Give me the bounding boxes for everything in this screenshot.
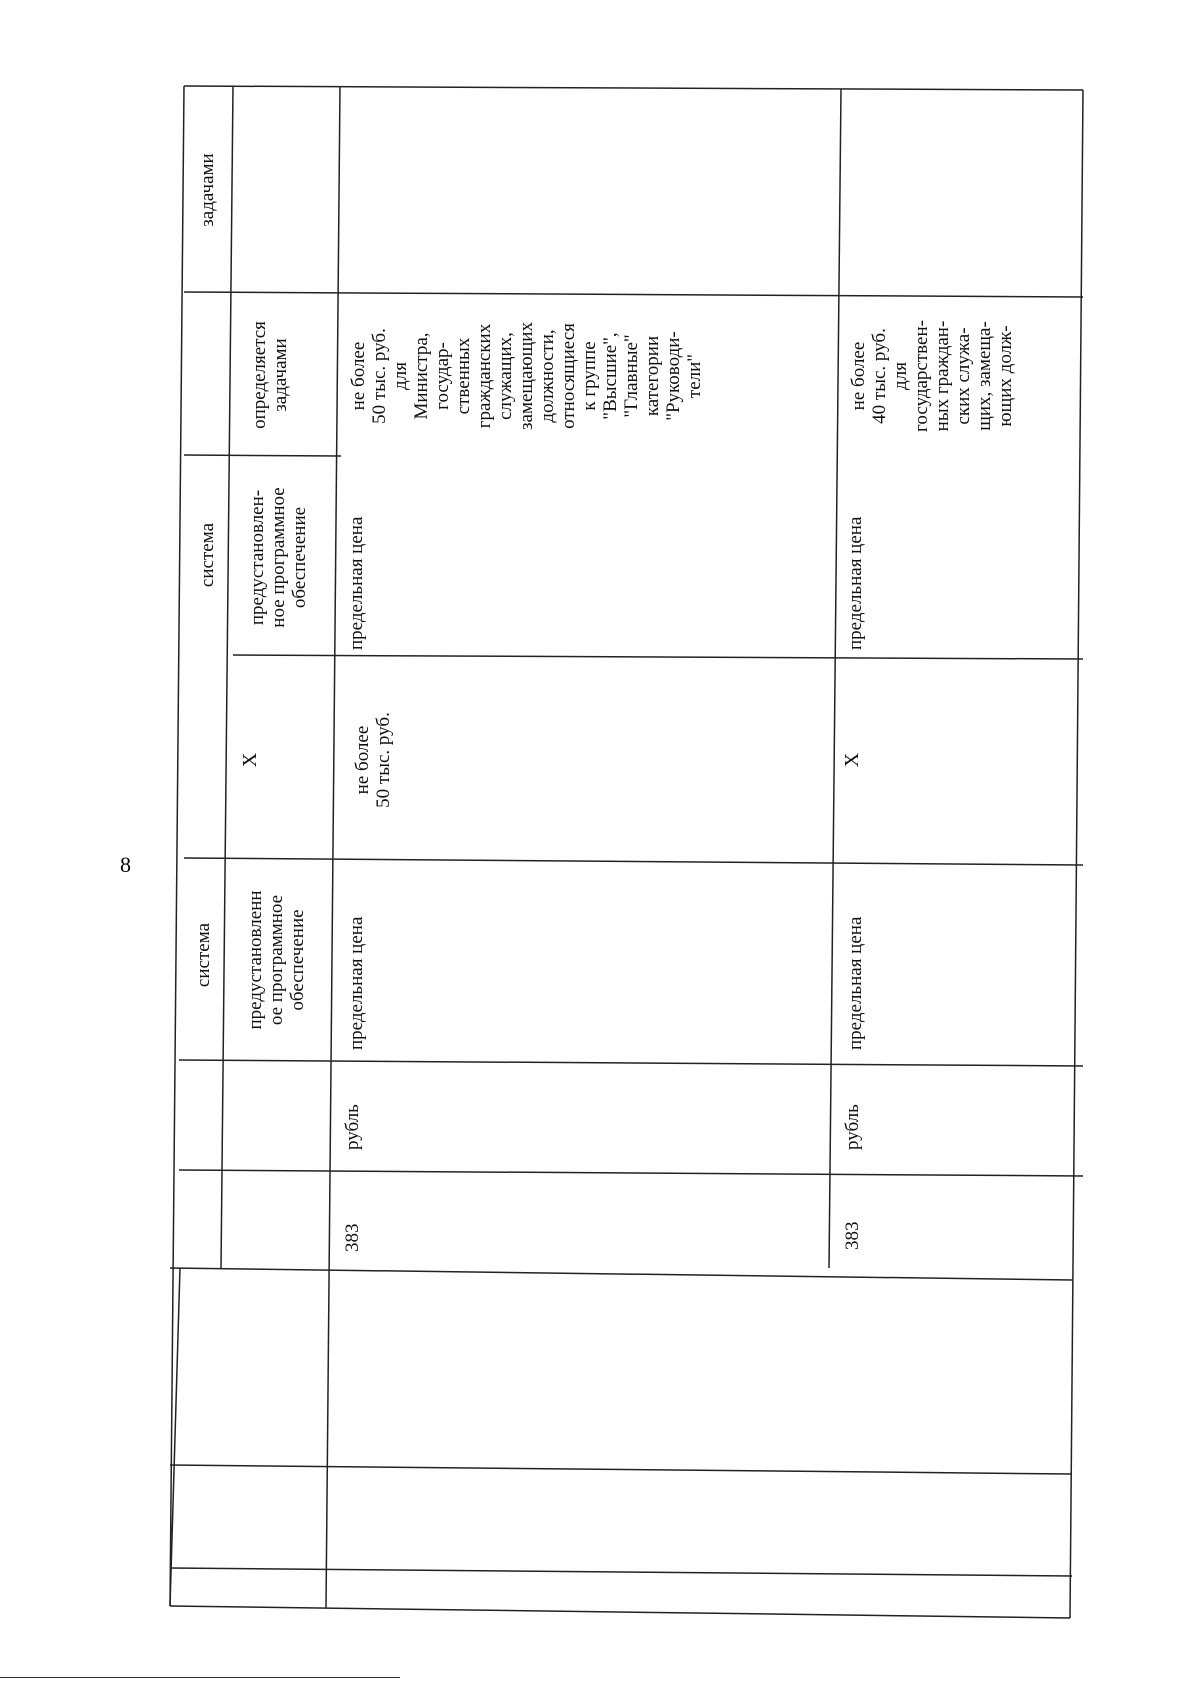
- price2-detail-cell: не более 40 тыс. руб. для государствен- ных граждан- ских служа- щих, замеща- ющих долж-: [848, 320, 1016, 432]
- price1-characteristic-cell: предельная цена: [346, 916, 367, 1050]
- price2-unit-cell: рубль: [842, 1104, 863, 1150]
- software-name-cell-2: предустановлен- ное программное обеспечение: [247, 487, 310, 628]
- page-number: 8: [120, 852, 131, 877]
- price1-characteristic-cell-2: предельная цена: [346, 516, 367, 650]
- software-tasks-cell: определяется задачами: [249, 321, 291, 429]
- header-system-1: система: [193, 922, 214, 988]
- price2-code-cell: 383: [842, 1221, 863, 1250]
- price2-value-cell: X: [841, 752, 863, 768]
- price1-value-cell: не более 50 тыс. руб.: [352, 712, 394, 808]
- price2-characteristic-cell: предельная цена: [845, 916, 866, 1050]
- software-value-cell: X: [239, 752, 261, 768]
- price1-detail-cell: не более 50 тыс. руб. для Министра, государ- ственных гражданских служащих, замещающих должности, относящиеся к группе "Высшие", "Главные" категории "Руководи- тели": [348, 322, 705, 430]
- price1-unit-cell: рубль: [342, 1104, 363, 1150]
- software-name-cell: предустановленн ое программное обеспечение: [245, 890, 308, 1030]
- header-system-2: система: [197, 522, 218, 588]
- price2-characteristic-cell-2: предельная цена: [845, 516, 866, 650]
- footer-rule: [0, 1677, 400, 1678]
- header-tasks: задачами: [197, 153, 218, 227]
- price1-code-cell: 383: [342, 1223, 363, 1252]
